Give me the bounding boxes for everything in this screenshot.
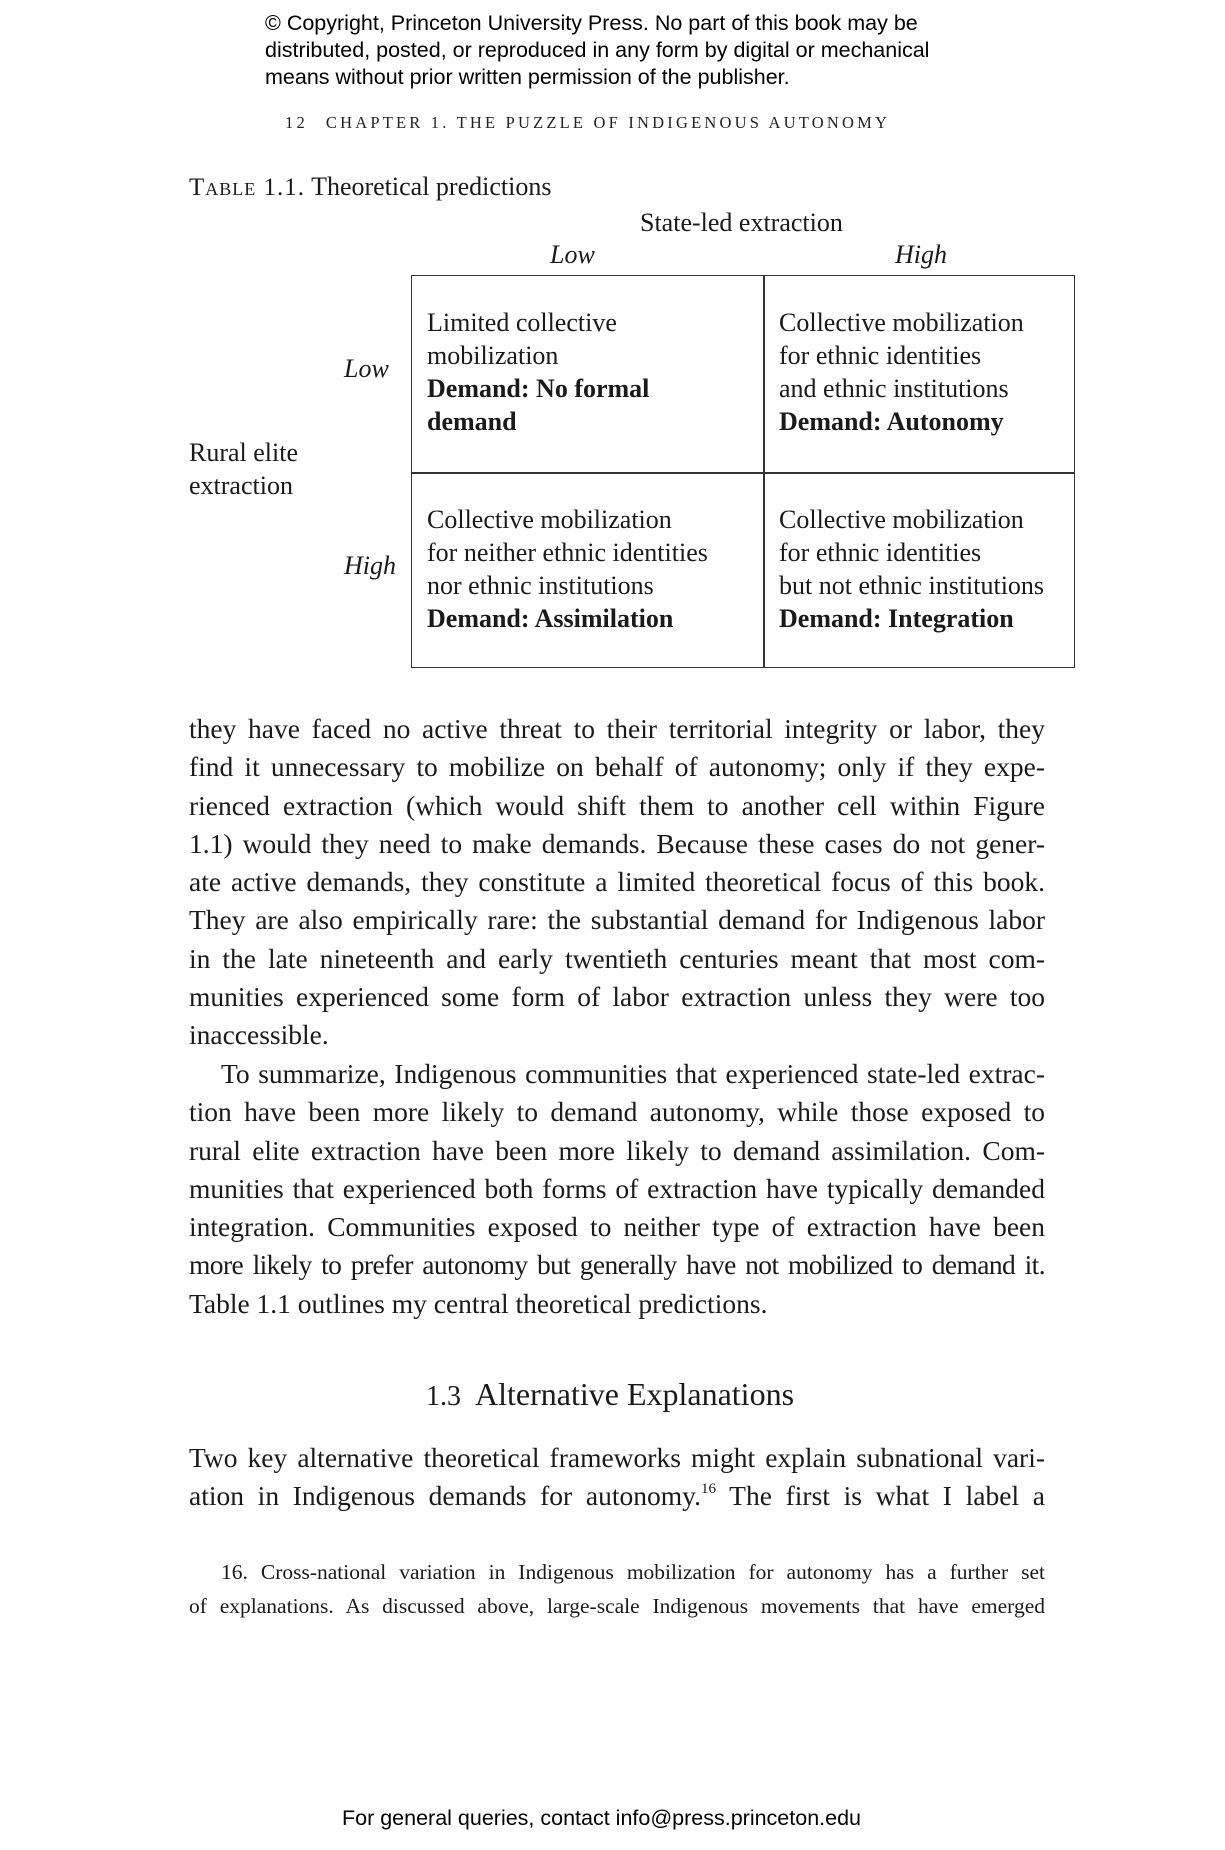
text-line: find it unnecessary to mobilize on behalf of autonomy; only if they expe- — [189, 751, 1045, 783]
cell-text: and ethnic institutions — [779, 374, 1009, 403]
column-level-low: Low — [550, 240, 595, 269]
text-line: they have faced no active threat to their territorial integrity or labor, they — [189, 713, 1045, 744]
contact-footer: For general queries, contact info@press.princeton.edu — [342, 1806, 862, 1830]
text-line: inaccessible. — [189, 1019, 329, 1051]
text-segment: The first is what I label a — [715, 1480, 1045, 1512]
text-line: in the late nineteenth and early twentieth centuries meant that most com- — [189, 942, 1045, 974]
column-level-high: High — [895, 240, 947, 269]
table-title: Theoretical predictions — [311, 172, 552, 201]
cell-text: Collective mobilization — [779, 308, 1024, 337]
cell-text: Limited collective — [427, 308, 617, 337]
copyright-line: © Copyright, Princeton University Press. No part of this book may be — [265, 11, 918, 35]
text-line — [189, 1477, 1045, 1515]
section-number: 1.3 — [426, 1381, 461, 1412]
body-paragraph — [189, 710, 1045, 1055]
body-paragraph — [189, 1055, 1045, 1323]
copyright-line: distributed, posted, or reproduced in any form by digital or mechanical — [265, 38, 930, 62]
text-line: 1.1) would they need to make demands. Because these cases do not gener- — [189, 827, 1045, 859]
cell-text: for ethnic identities — [779, 538, 982, 567]
cell-text: Collective mobilization — [779, 505, 1024, 534]
row-axis-label — [189, 436, 329, 502]
body-paragraph — [189, 1439, 1045, 1516]
footnote-reference[interactable]: 16 — [700, 1481, 716, 1498]
cell-demand: Demand: Autonomy — [779, 407, 1004, 436]
section-heading — [426, 1376, 794, 1413]
column-axis-label: State-led extraction — [640, 208, 843, 237]
text-line: rienced extraction (which would shift them to another cell within Figure — [189, 789, 1045, 821]
section-title: Alternative Explanations — [475, 1376, 795, 1412]
copyright-line: means without prior written permission of the publisher. — [265, 65, 790, 89]
text-line: They are also empirically rare: the substantial demand for Indigenous labor — [189, 904, 1045, 936]
copyright-notice — [265, 10, 1025, 91]
cell-text: for neither ethnic identities — [427, 538, 708, 567]
cell-demand: Demand: Integration — [779, 604, 1014, 633]
text-line: Table 1.1 outlines my central theoretical predictions. — [189, 1287, 768, 1319]
row-level-low: Low — [344, 354, 389, 383]
text-line: more likely to prefer autonomy but generally have not mobilized to demand it. — [189, 1249, 1045, 1281]
cell-low-high — [779, 306, 1024, 438]
cell-high-low — [427, 503, 708, 635]
text-line: rural elite extraction have been more likely to demand assimilation. Com- — [189, 1134, 1045, 1166]
cell-text: nor ethnic institutions — [427, 571, 654, 600]
text-line: To summarize, Indigenous communities that experienced state-led extrac- — [221, 1058, 1045, 1089]
cell-low-low — [427, 306, 649, 438]
text-line: integration. Communities exposed to neither type of extraction have been — [189, 1211, 1045, 1243]
cell-text: but not ethnic institutions — [779, 571, 1045, 600]
table-caption — [189, 172, 551, 202]
running-title: CHAPTER 1. THE PUZZLE OF INDIGENOUS AUTONOMY — [325, 113, 891, 132]
footnote-line: 16. Cross-national variation in Indigenous mobilization for autonomy has a further set — [221, 1560, 1045, 1584]
text-line: munities experienced some form of labor extraction unless they were too — [189, 981, 1045, 1013]
cell-demand: Demand: No formal — [427, 374, 650, 403]
row-axis-line: extraction — [189, 471, 293, 500]
table-label: Table 1.1. — [189, 174, 306, 201]
text-line: tion have been more likely to demand autonomy, while those exposed to — [189, 1096, 1045, 1128]
page-number: 12 — [285, 113, 308, 132]
text-line: ate active demands, they constitute a limited theoretical focus of this book. — [189, 866, 1045, 898]
text-line: munities that experienced both forms of extraction have typically demanded — [189, 1172, 1045, 1204]
row-level-high: High — [344, 551, 396, 580]
matrix-divider-horizontal — [412, 472, 1074, 474]
cell-text: mobilization — [427, 341, 559, 370]
cell-demand: demand — [427, 407, 517, 436]
cell-demand: Demand: Assimilation — [427, 604, 674, 633]
text-line: Two key alternative theoretical frameworks might explain subnational vari- — [189, 1442, 1045, 1473]
prediction-matrix — [411, 275, 1075, 668]
text-segment: ation in Indigenous demands for autonomy. — [189, 1480, 701, 1512]
footnote — [189, 1555, 1045, 1623]
cell-text: Collective mobilization — [427, 505, 672, 534]
row-axis-line: Rural elite — [189, 438, 299, 467]
cell-high-high — [779, 503, 1044, 635]
running-head — [285, 113, 1045, 133]
cell-text: for ethnic identities — [779, 341, 982, 370]
footnote-line: of explanations. As discussed above, large-scale Indigenous movements that have emerged — [189, 1594, 1045, 1618]
